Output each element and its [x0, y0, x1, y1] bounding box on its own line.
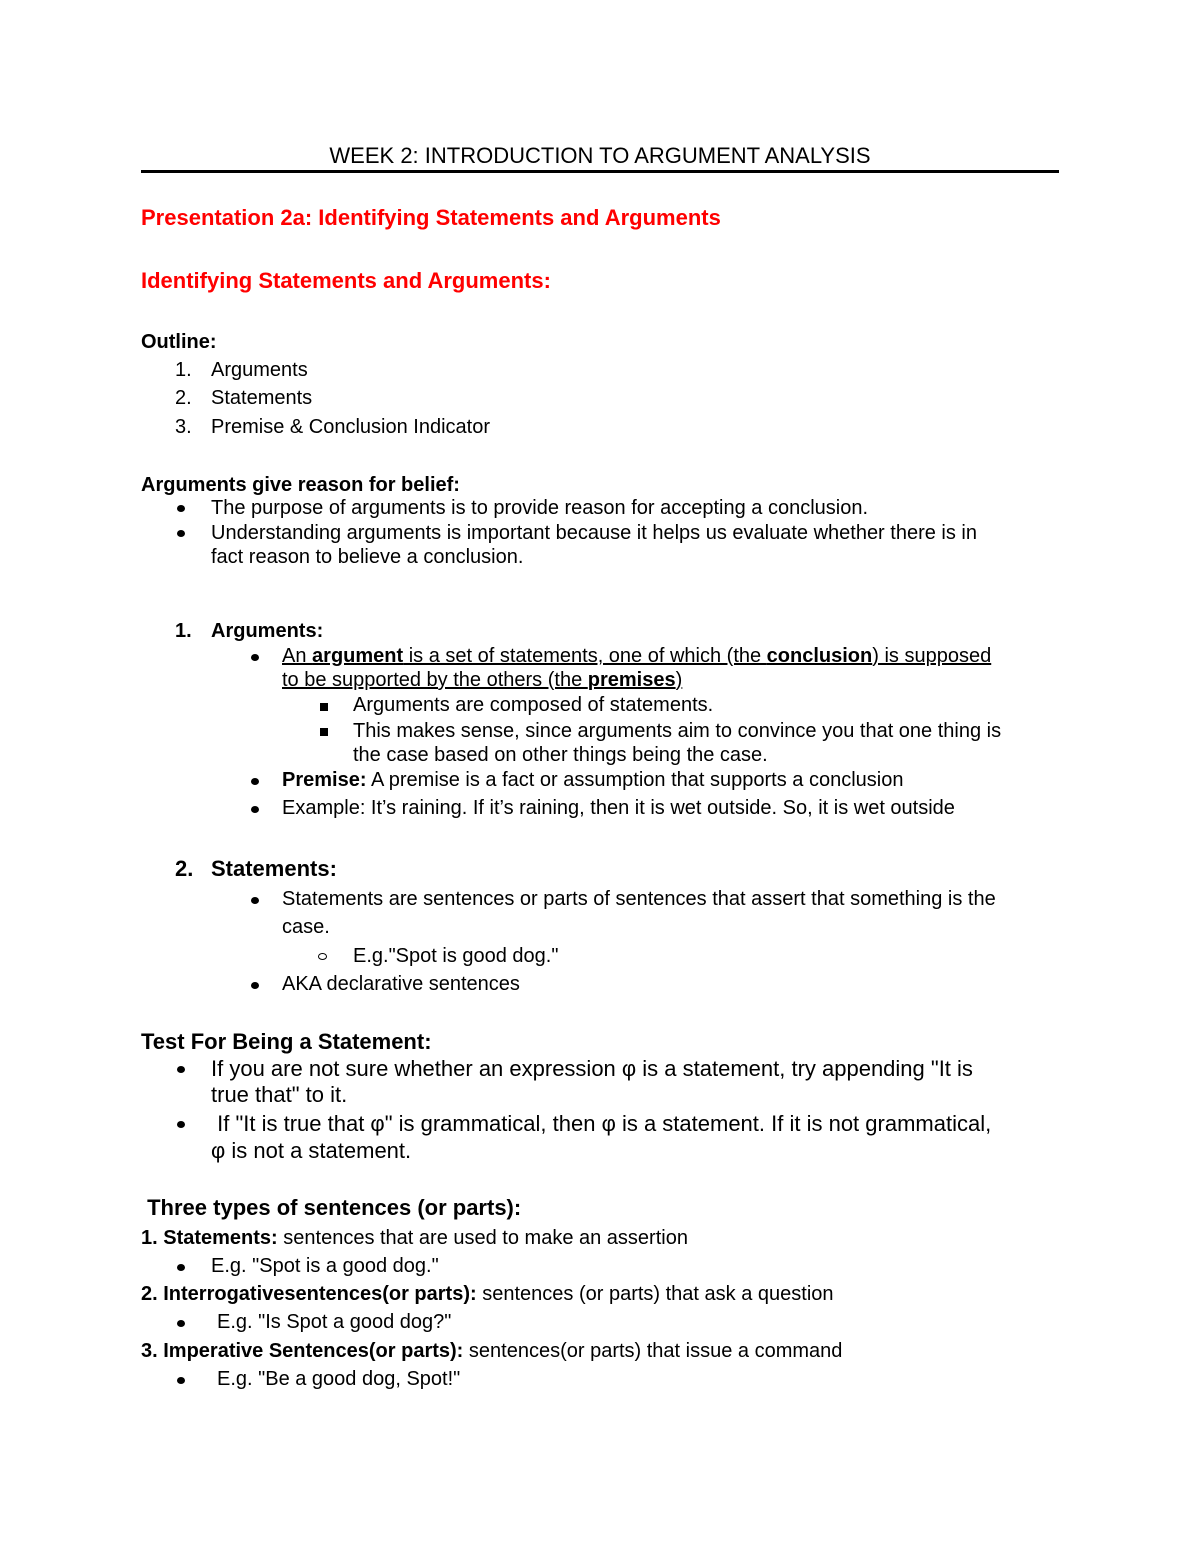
statements-bullet-1-line-2: case. — [282, 916, 330, 938]
bullet-icon — [177, 1320, 185, 1327]
circle-bullet-icon — [318, 953, 327, 960]
bullet-icon — [251, 897, 259, 904]
bullet-icon — [177, 530, 185, 537]
bullet-icon — [251, 778, 259, 785]
list-item: Statements — [211, 387, 313, 409]
bullet-icon — [251, 806, 259, 813]
argument-sub-2-line-1: This makes sense, since arguments aim to convince you that one thing is — [353, 720, 1002, 742]
reason-bullet-1: The purpose of arguments is to provide reason for accepting a conclusion. — [211, 497, 869, 519]
argument-sub-2-line-2: the case based on other things being the case. — [353, 744, 768, 766]
page-title: WEEK 2: INTRODUCTION TO ARGUMENT ANALYSIS — [329, 143, 871, 168]
bullet-icon — [177, 1121, 185, 1128]
presentation-heading: Presentation 2a: Identifying Statements and Arguments — [141, 205, 721, 230]
bullet-icon — [177, 505, 185, 512]
types-heading: Three types of sentences (or parts): — [141, 1195, 522, 1220]
test-bullet-1-line-2: true that" to it. — [211, 1082, 348, 1107]
statements-bullet-2: AKA declarative sentences — [282, 973, 520, 995]
list-number: 3. — [175, 416, 192, 438]
square-bullet-icon — [320, 703, 328, 711]
argument-sub-1: Arguments are composed of statements. — [353, 694, 714, 716]
statements-sub-1: E.g."Spot is good dog." — [353, 945, 559, 967]
bullet-icon — [177, 1264, 185, 1271]
statements-heading: Statements: — [211, 856, 337, 881]
type-example: E.g. "Is Spot a good dog?" — [217, 1311, 452, 1333]
type-item: 3. Imperative Sentences(or parts): sentences(or parts) that issue a command — [141, 1340, 843, 1362]
arguments-heading: Arguments: — [211, 620, 324, 642]
type-example: E.g. "Be a good dog, Spot!" — [217, 1368, 461, 1390]
test-bullet-1-line-1: If you are not sure whether an expression φ is a statement, try appending "It is — [211, 1056, 973, 1081]
type-item: 2. Interrogativesentences(or parts): sentences (or parts) that ask a question — [141, 1283, 834, 1305]
section-heading: Identifying Statements and Arguments: — [141, 268, 551, 293]
statements-bullet-1-line-1: Statements are sentences or parts of sentences that assert that something is the — [282, 888, 996, 910]
title-rule — [141, 170, 1059, 173]
test-heading: Test For Being a Statement: — [141, 1029, 432, 1054]
outline-label: Outline: — [141, 331, 217, 353]
example-item: Example: It’s raining. If it’s raining, then it is wet outside. So, it is wet outside — [282, 797, 955, 819]
bullet-icon — [251, 982, 259, 989]
reason-heading: Arguments give reason for belief: — [141, 474, 460, 496]
square-bullet-icon — [320, 728, 328, 736]
reason-bullet-2-line-1: Understanding arguments is important because it helps us evaluate whether there is in — [211, 522, 977, 544]
arguments-number: 1. — [175, 620, 192, 642]
statements-number: 2. — [175, 856, 194, 881]
list-number: 2. — [175, 387, 192, 409]
list-number: 1. — [175, 359, 192, 381]
reason-bullet-2-line-2: fact reason to believe a conclusion. — [211, 546, 524, 568]
test-bullet-2-line-1: If "It is true that φ" is grammatical, then φ is a statement. If it is not grammatical, — [211, 1111, 992, 1136]
list-item: Premise & Conclusion Indicator — [211, 416, 491, 438]
list-item: Arguments — [211, 359, 308, 381]
argument-definition-line-2: to be supported by the others (the premises) — [282, 669, 683, 691]
bullet-icon — [251, 654, 259, 661]
type-item: 1. Statements: sentences that are used to make an assertion — [141, 1227, 688, 1249]
argument-definition-line-1: An argument is a set of statements, one of which (the conclusion) is supposed — [282, 645, 992, 667]
test-bullet-2-line-2: φ is not a statement. — [211, 1138, 412, 1163]
type-example: E.g. "Spot is a good dog." — [211, 1255, 439, 1277]
bullet-icon — [177, 1066, 185, 1073]
bullet-icon — [177, 1377, 185, 1384]
premise-item: Premise: A premise is a fact or assumption that supports a conclusion — [282, 769, 904, 791]
